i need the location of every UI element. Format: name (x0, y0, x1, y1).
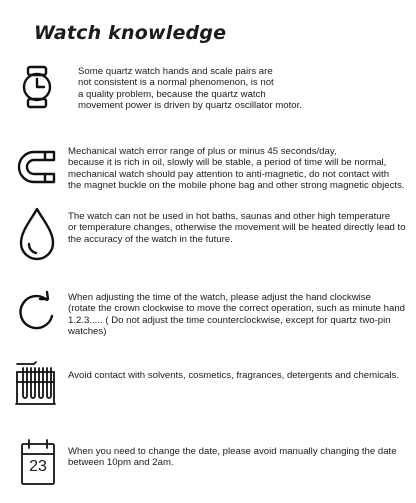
knowledge-text: When you need to change the date, please avoid manually changing the date between 10pm and 2am. (68, 446, 397, 469)
clockwise-arrow-icon (14, 290, 60, 336)
knowledge-text: The watch can not be used in hot baths, saunas and other high temperature or temperature changes, otherwise the movement will be heated directly lead to the accuracy of the watch in the future. (68, 211, 406, 245)
water-drop-icon (14, 206, 60, 262)
magnet-icon (14, 144, 60, 190)
watch-icon (14, 64, 60, 110)
knowledge-text: When adjusting the time of the watch, please adjust the hand clockwise (rotate the crown clockwise to move the correct operation, such as minute hand 1.2.3..... ( Do not adjust the time counterclockwise, except for quartz two-pin watches) (68, 292, 406, 338)
knowledge-text: Some quartz watch hands and scale pairs are not consistent is a normal phenomenon, is not a quality problem, because the quartz watch movement power is driven by quartz oscillator motor. (78, 66, 302, 112)
page-title: Watch knowledge (34, 22, 227, 44)
knowledge-text: Mechanical watch error range of plus or minus 45 seconds/day, because it is rich in oil, slowly will be stable, a period of time will be normal, mechanical watch should pay attention to anti-magnetic, do not contact with the magnet buckle on the mobile phone bag and other strong magnetic objects. (68, 146, 405, 192)
knowledge-text: Avoid contact with solvents, cosmetics, fragrances, detergents and chemicals. (68, 370, 399, 381)
calendar-day: 23 (29, 458, 47, 475)
calendar-icon (20, 438, 56, 486)
chemicals-test-tubes-icon (14, 360, 56, 408)
